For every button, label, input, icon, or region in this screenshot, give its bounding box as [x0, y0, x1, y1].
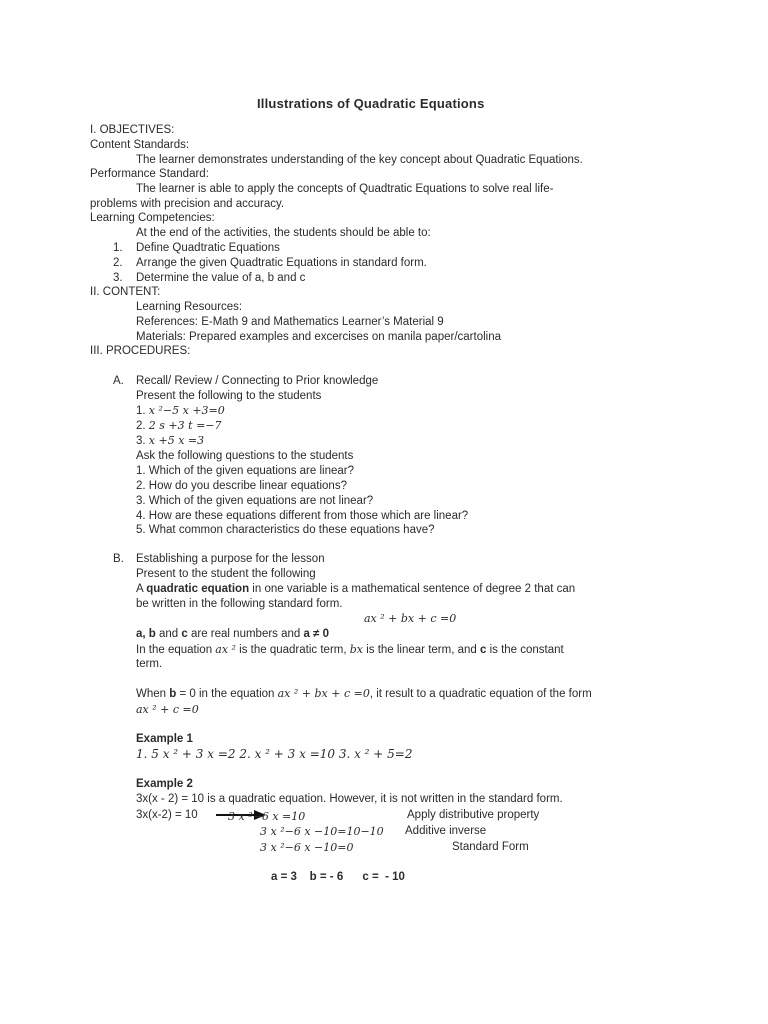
question-item: 1. Which of the given equations are linear? [136, 465, 354, 477]
terms-line [136, 643, 564, 657]
connector-text: and [155, 628, 182, 640]
content-standards-label: Content Standards: [90, 139, 190, 151]
page-title: Illustrations of Quadratic Equations [257, 96, 485, 111]
terms-text: is the constant [486, 644, 564, 656]
coefficients: a, b [136, 628, 156, 640]
questions-intro: Ask the following questions to the students [136, 450, 354, 462]
constant-term: c [479, 644, 487, 656]
when-text: , it result to a quadratic equation of the form [369, 688, 592, 700]
objectives-heading: I. OBJECTIVES: [90, 124, 175, 136]
equation-item [136, 404, 225, 418]
terms-text: is the linear term, and [363, 644, 480, 656]
competencies-intro: At the end of the activities, the students should be able to: [136, 227, 431, 239]
example-2-label: Example 2 [136, 778, 193, 790]
question-item: 2. How do you describe linear equations? [136, 480, 347, 492]
when-text: = 0 in the equation [176, 688, 278, 700]
question-item: 3. Which of the given equations are not linear? [136, 495, 374, 507]
definition-term: quadratic equation [146, 583, 250, 595]
step-1-equation: 3 x ²−6 x =10 [228, 810, 306, 823]
a-not-zero: a ≠ 0 [303, 628, 329, 640]
coefficient-values: a = 3 b = - 6 c = - 10 [271, 871, 405, 883]
equation-number: 2. [136, 420, 146, 432]
references-text: References: E-Math 9 and Mathematics Learner’s Material 9 [136, 316, 444, 328]
equation-item [136, 419, 222, 433]
connector-text: are real numbers and [187, 628, 304, 640]
section-a-letter: A. [113, 375, 124, 387]
competency-item: Define Quadtratic Equations [136, 242, 280, 254]
example-2-text: 3x(x - 2) = 10 is a quadratic equation. However, it is not written in the standard form. [136, 793, 563, 805]
definition-line [136, 582, 575, 596]
standard-form-equation: ax ² + bx + c =0 [364, 612, 457, 625]
section-b-letter: B. [113, 553, 124, 565]
general-equation: ax ² + bx + c =0 [277, 687, 370, 700]
section-b-title: Establishing a purpose for the lesson [136, 553, 325, 565]
equation: x +5 x =3 [148, 434, 205, 447]
terms-text: is the quadratic term, [235, 644, 350, 656]
b-variable: b [169, 688, 177, 700]
example-1-label: Example 1 [136, 733, 193, 745]
competency-item: Arrange the given Quadtratic Equations in standard form. [136, 257, 427, 269]
when-text: When [136, 688, 170, 700]
performance-standard-text-cont: problems with precision and accuracy. [90, 198, 285, 210]
definition-text: in one variable is a mathematical sentence of degree 2 that can [249, 583, 576, 595]
when-b-zero-line [136, 687, 592, 701]
equation: 2 s +3 t =−7 [148, 419, 222, 432]
materials-text: Materials: Prepared examples and excercises on manila paper/cartolina [136, 331, 501, 343]
performance-standard-text: The learner is able to apply the concepts of Quadtratic Equations to solve real life- [136, 183, 554, 195]
equation-number: 1. [136, 405, 146, 417]
resources-label: Learning Resources: [136, 301, 243, 313]
section-a-intro: Present the following to the students [136, 390, 322, 402]
example-1-equations: 1. 5 x ² + 3 x =2 2. x ² + 3 x =10 3. x ² + 5=2 [136, 747, 413, 761]
question-item: 4. How are these equations different from those which are linear? [136, 510, 469, 522]
competencies-label: Learning Competencies: [90, 212, 215, 224]
procedures-heading: III. PROCEDURES: [90, 345, 191, 357]
step-3-equation: 3 x ²−6 x −10=0 [260, 841, 354, 854]
competency-number: 3. [113, 272, 123, 284]
section-a-title: Recall/ Review / Connecting to Prior knowledge [136, 375, 379, 387]
terms-text: In the equation [136, 644, 216, 656]
question-item: 5. What common characteristics do these equations have? [136, 524, 435, 536]
step-2-note: Additive inverse [405, 825, 487, 837]
equation-number: 3. [136, 435, 146, 447]
step-2-equation: 3 x ²−6 x −10=10−10 [260, 825, 384, 838]
terms-line-2: term. [136, 658, 163, 670]
competency-number: 2. [113, 257, 123, 269]
equation-item [136, 434, 204, 448]
reduced-form-equation: ax ² + c =0 [136, 703, 199, 716]
definition-line-2: be written in the following standard form. [136, 598, 343, 610]
content-heading: II. CONTENT: [90, 286, 161, 298]
linear-term: bx [349, 643, 363, 656]
performance-standard-label: Performance Standard: [90, 168, 209, 180]
equation: x ²−5 x +3=0 [148, 404, 225, 417]
step-3-note: Standard Form [452, 841, 529, 853]
real-numbers-line [136, 627, 329, 641]
content-standards-text: The learner demonstrates understanding of the key concept about Quadratic Equations. [136, 154, 583, 166]
competency-number: 1. [113, 242, 123, 254]
step-1-note: Apply distributive property [407, 809, 540, 821]
definition-text: A [136, 583, 147, 595]
competency-item: Determine the value of a, b and c [136, 272, 306, 284]
section-b-intro: Present to the student the following [136, 568, 316, 580]
constant-c: c [181, 628, 188, 640]
step-1-left: 3x(x-2) = 10 [136, 809, 198, 821]
quadratic-term: ax ² [215, 643, 236, 656]
